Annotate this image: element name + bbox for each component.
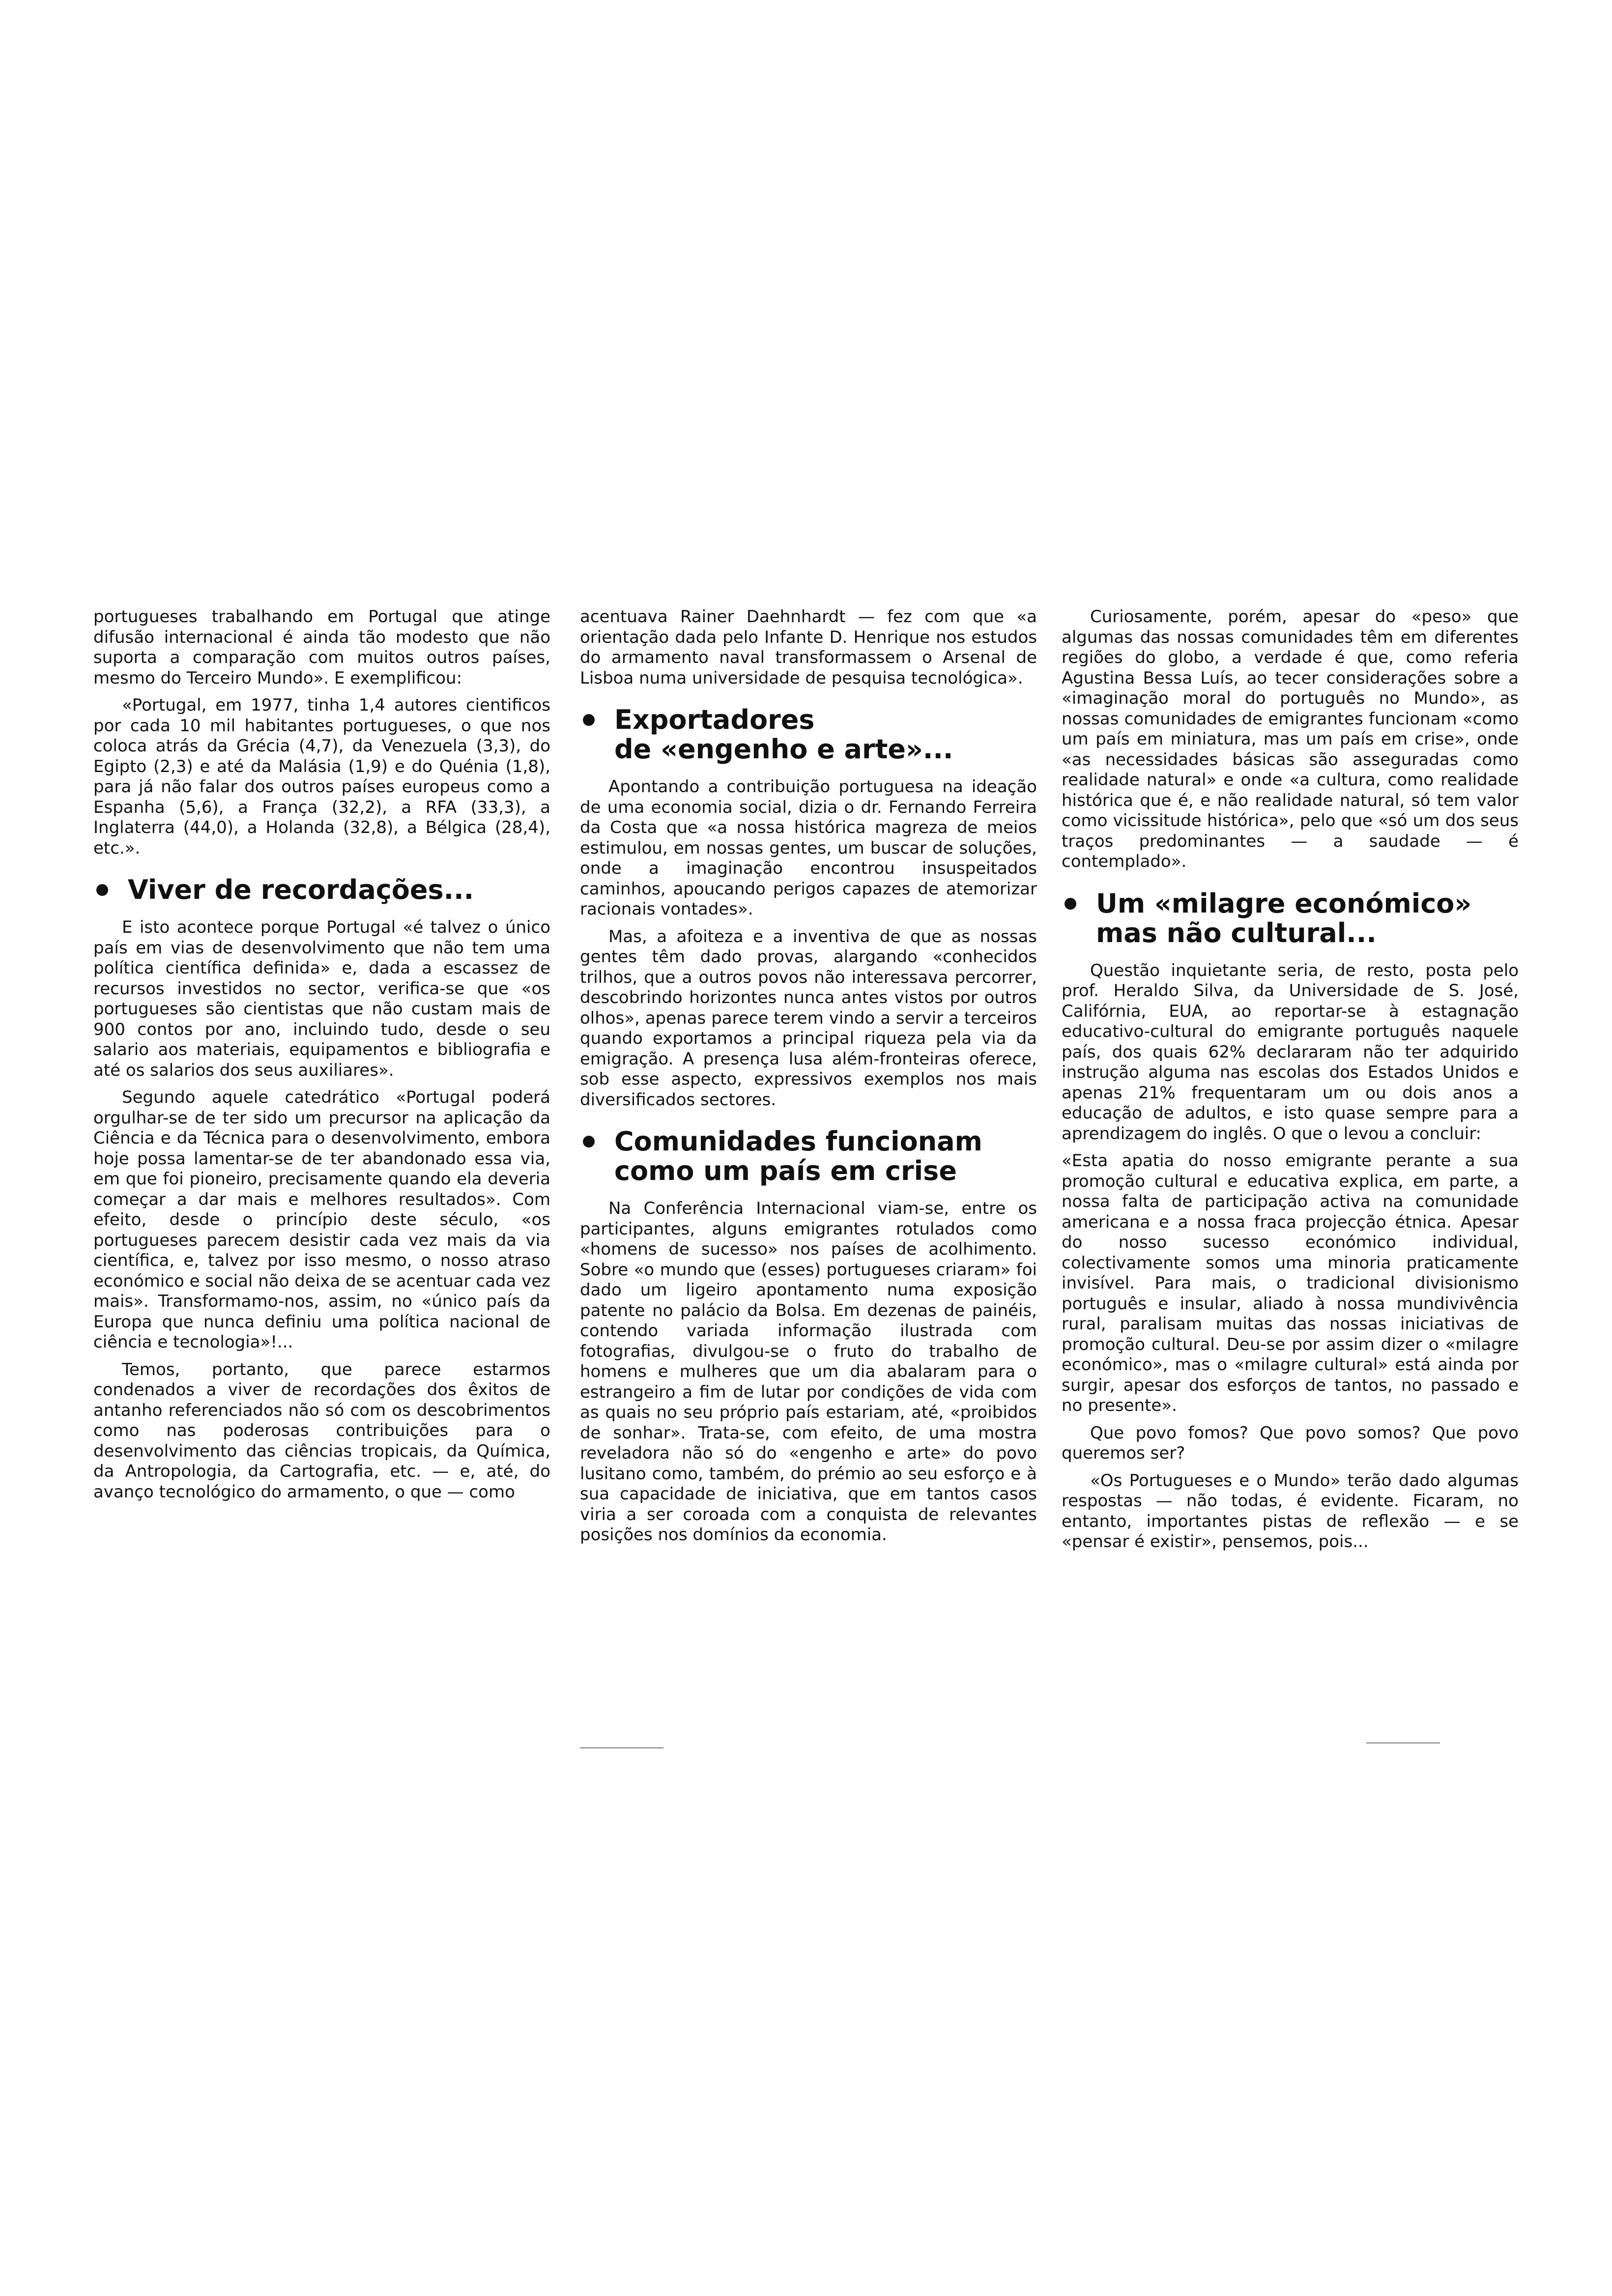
paragraph: Questão inquietante seria, de resto, posta pelo prof. Heraldo Silva, da Universidade de S. José, Califórnia, EUA, ao reportar-se à estagnação educativo-cultural do emigrante português naquele país, dos quais 62% declararam não ter adquirido instrução alguma nas escolas dos Estados Unidos e apenas 21% frequentaram um ou dois anos a educação de adultos, e isto quase sempre para a aprendizagem do inglês. O que o levou a concluir: — [1062, 960, 1519, 1144]
paragraph: acentuava Rainer Daehnhardt — fez com que «a orientação dada pelo Infante D. Henrique nos estudos do armamento naval transformassem o Arsenal de Lisboa numa universidade de pesquisa tecnológica». — [580, 607, 1037, 688]
bullet-icon — [96, 884, 108, 896]
paragraph: «Esta apatia do nosso emigrante perante a sua promoção cultural e educativa explica, em parte, a nossa falta de participação activa na comunidade americana e a nossa fraca projecção étnica. Apesar do nosso sucesso económico individual, colectivamente somos uma minoria praticamente invisível. Para mais, o tradicional divisionismo português e insular, aliado à nossa mundivivência rural, paralisam muitas das nossas iniciativas de promoção cultural. Deu-se por assim dizer o «milagre económico», mas o «milagre cultural» está ainda por surgir, apesar dos esforços de tantos, no passado e no presente». — [1062, 1151, 1519, 1415]
section-heading: Viver de recordações... — [93, 875, 550, 905]
paragraph: Segundo aquele catedrático «Portugal poderá orgulhar-se de ter sido um precursor na aplicação da Ciência e da Técnica para o desenvolvimento, embora hoje possa lamentar-se de ter abandonado essa via, em que foi pioneiro, precisamente quando ela deveria começar a dar mais e melhores resultados». Com efeito, desde o princípio deste século, «os portugueses parecem desistir cada vez mais da via científica, e, talvez por isso mesmo, o nosso atraso económico e social não deixa de se acentuar cada vez mais». Transformamo-nos, assim, no «único país da Europa que nunca definiu uma política nacional de ciência e tecnologia»!... — [93, 1088, 550, 1352]
section-heading: Comunidades funcionam como um país em crise — [580, 1127, 1037, 1186]
paragraph: Que povo fomos? Que povo somos? Que povo queremos ser? — [1062, 1423, 1519, 1463]
bullet-icon — [583, 714, 595, 726]
paragraph: portugueses trabalhando em Portugal que atinge difusão internacional é ainda tão modesto que não suporta a comparação com muitos outros países, mesmo do Terceiro Mundo». E exemplificou: — [93, 607, 550, 688]
paragraph: Apontando a contribuição portuguesa na ideação de uma economia social, dizia o dr. Fernando Ferreira da Costa que «a nossa histórica magreza de meios estimulou, em nossas gentes, um buscar de soluções, onde a imaginação encontrou insuspeitados caminhos, apoucando perigos capazes de atemorizar racionais vontades». — [580, 777, 1037, 919]
scan-mark-2 — [1366, 1742, 1440, 1744]
article-column-1 — [93, 607, 550, 1509]
scan-mark-1 — [580, 1747, 663, 1749]
section-heading: Um «milagre económico» mas não cultural... — [1062, 889, 1519, 948]
article-column-2 — [580, 607, 1037, 1552]
paragraph: Mas, a afoiteza e a inventiva de que as nossas gentes têm dado provas, alargando «conhecidos trilhos, que a outros povos não interessava percorrer, descobrindo horizontes nunca antes vistos por outros olhos», apenas parece terem vindo a servir a terceiros quando exportamos a principal riqueza pela via da emigração. A presença lusa além-fronteiras oferece, sob esse aspecto, expressivos exemplos nos mais diversificados sectores. — [580, 926, 1037, 1110]
article-column-3 — [1062, 607, 1519, 1559]
bullet-icon — [1065, 898, 1076, 910]
bullet-icon — [583, 1136, 595, 1148]
paragraph: «Os Portugueses e o Mundo» terão dado algumas respostas — não todas, é evidente. Ficaram, no entanto, importantes pistas de reflexão — e se «pensar é existir», pensemos, pois... — [1062, 1470, 1519, 1551]
paragraph: E isto acontece porque Portugal «é talvez o único país em vias de desenvolvimento que não tem uma política científica definida» e, dada a escassez de recursos investidos no sector, verifica-se que «os portugueses são cientistas que não custam mais de 900 contos por ano, incluindo tudo, desde o seu salario aos materiais, equipamentos e bibliografia e até os salarios dos seus auxiliares». — [93, 918, 550, 1080]
paragraph: Curiosamente, porém, apesar do «peso» que algumas das nossas comunidades têm em diferentes regiões do globo, a verdade é que, como referia Agustina Bessa Luís, ao tecer considerações sobre a «imaginação moral do português no Mundo», as nossas comunidades de emigrantes funcionam «como um país em miniatura, mas um país em crise», onde «as necessidades básicas são asseguradas como realidade natural» e onde «a cultura, como realidade histórica que é, e não realidade natural, só tem valor como vicissitude histórica», pelo que «só um dos seus traços predominantes — a saudade — é contemplado». — [1062, 607, 1519, 871]
paragraph: «Portugal, em 1977, tinha 1,4 autores cientificos por cada 10 mil habitantes portugueses, o que nos coloca atrás da Grécia (4,7), da Venezuela (3,3), do Egipto (2,3) e até da Malásia (1,9) e do Quénia (1,8), para já não falar dos outros países europeus como a Espanha (5,6), a França (32,2), a RFA (33,3), a Inglaterra (44,0), a Holanda (32,8), a Bélgica (28,4), etc.». — [93, 695, 550, 858]
section-heading: Exportadores de «engenho e arte»... — [580, 705, 1037, 764]
paragraph: Temos, portanto, que parece estarmos condenados a viver de recordações dos êxitos de antanho referenciados não só com os descobrimentos como nas poderosas contribuições para o desenvolvimento das ciências tropicais, da Química, da Antropologia, da Cartografia, etc. — e, até, do avanço tecnológico do armamento, o que — como — [93, 1359, 550, 1502]
paragraph: Na Conferência Internacional viam-se, entre os participantes, alguns emigrantes rotulados como «homens de sucesso» nos países de acolhimento. Sobre «o mundo que (esses) portugueses criaram» foi dado um ligeiro apontamento numa exposição patente no palácio da Bolsa. Em dezenas de painéis, contendo variada informação ilustrada com fotografias, divulgou-se o fruto do trabalho de homens e mulheres que um dia abalaram para o estrangeiro a fim de lutar por condições de vida com as quais no seu próprio país estariam, até, «proibidos de sonhar». Trata-se, com efeito, de uma mostra reveladora não só do «engenho e arte» do povo lusitano como, também, do prémio ao seu esforço e à sua capacidade de iniciativa, que em tantos casos viria a ser coroada com a conquista de relevantes posições nos domínios da economia. — [580, 1199, 1037, 1545]
